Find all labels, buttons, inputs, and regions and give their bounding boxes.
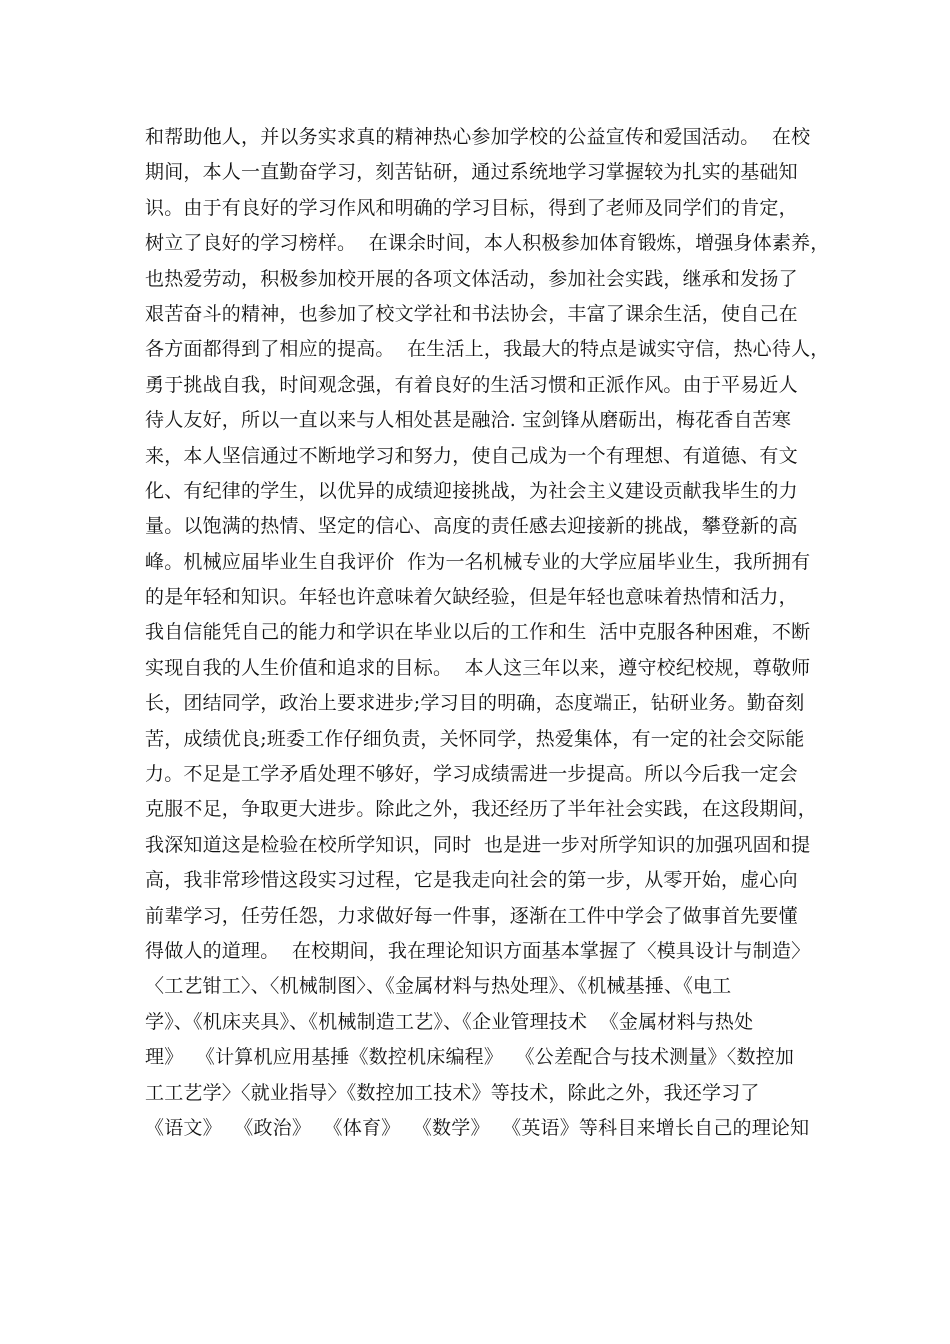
text-line: 理》 《计算机应用基捶《数控机床编程》 《公差配合与技术测量》〈数控加 bbox=[145, 1046, 795, 1069]
text-line: 工工艺学〉〈就业指导〉《数控加工技术》等技术，除此之外，我还学习了 bbox=[145, 1081, 760, 1104]
text-line: 和帮助他人，并以务实求真的精神热心参加学校的公益宣传和爱国活动。 在校 bbox=[145, 126, 811, 148]
text-line: 勇于挑战自我，时间观念强，有着良好的生活习惯和正派作风。由于平易近人 bbox=[145, 373, 798, 396]
text-line: 《语文》 《政治》 《体育》 《数学》 《英语》等科目来增长自己的理论知 bbox=[145, 1116, 810, 1139]
text-line: 树立了良好的学习榜样。 在课余时间，本人积极参加体育锻炼，增强身体素养， bbox=[145, 232, 830, 255]
text-line: 我自信能凭自己的能力和学识在毕业以后的工作和生 活中克服各种困难，不断 bbox=[145, 621, 811, 644]
body-text bbox=[145, 120, 845, 1146]
text-line: 峰。机械应届毕业生自我评价 作为一名机械专业的大学应届毕业生，我所拥有 bbox=[145, 550, 811, 573]
text-line: 长，团结同学，政治上要求进步;学习目的明确，态度端正，钻研业务。勤奋刻 bbox=[145, 692, 805, 715]
text-line: 量。以饱满的热情、坚定的信心、高度的责任感去迎接新的挑战，攀登新的高 bbox=[145, 515, 798, 538]
text-line: 的是年轻和知识。年轻也许意味着欠缺经验，但是年轻也意味着热情和活力， bbox=[145, 586, 798, 609]
text-line: 学》、《机床夹具》、《机械制造工艺》、《企业管理技术 《金属材料与热处 bbox=[145, 1010, 754, 1033]
text-line: 〈工艺钳工〉、〈机械制图〉、《金属材料与热处理》、《机械基捶、《电工 bbox=[145, 975, 732, 998]
text-line: 化、有纪律的学生，以优异的成绩迎接挑战，为社会主义建设贡献我毕生的力 bbox=[145, 479, 798, 502]
text-line: 期间，本人一直勤奋学习，刻苦钻研，通过系统地学习掌握较为扎实的基础知 bbox=[145, 161, 798, 184]
text-line: 力。不足是工学矛盾处理不够好，学习成绩需进一步提高。所以今后我一定会 bbox=[145, 763, 798, 786]
text-line: 待人友好，所以一直以来与人相处甚是融洽. 宝剑锋从磨砺出，梅花香自苦寒 bbox=[145, 409, 792, 432]
text-line: 我深知道这是检验在校所学知识，同时 也是进一步对所学知识的加强巩固和提 bbox=[145, 833, 811, 856]
text-line: 识。由于有良好的学习作风和明确的学习目标，得到了老师及同学们的肯定， bbox=[145, 196, 798, 219]
text-line: 也热爱劳动，积极参加校开展的各项文体活动，参加社会实践，继承和发扬了 bbox=[145, 267, 798, 290]
text-line: 艰苦奋斗的精神，也参加了校文学社和书法协会，丰富了课余生活，使自己在 bbox=[145, 302, 798, 325]
text-line: 克服不足，争取更大进步。除此之外，我还经历了半年社会实践，在这段期间， bbox=[145, 798, 818, 821]
text-line: 来，本人坚信通过不断地学习和努力，使自己成为一个有理想、有道德、有文 bbox=[145, 444, 798, 467]
text-line: 高，我非常珍惜这段实习过程，它是我走向社会的第一步，从零开始，虚心向 bbox=[145, 869, 798, 892]
text-line: 前辈学习，任劳任怨，力求做好每一件事，逐渐在工件中学会了做事首先要懂 bbox=[145, 904, 798, 927]
text-line: 各方面都得到了相应的提高。 在生活上，我最大的特点是诚实守信，热心待人， bbox=[145, 338, 830, 361]
text-line: 得做人的道理。 在校期间，我在理论知识方面基本掌握了〈模具设计与制造〉 bbox=[145, 939, 811, 962]
text-line: 苦，成绩优良;班委工作仔细负责，关怀同学，热爱集体，有一定的社会交际能 bbox=[145, 727, 805, 750]
text-line: 实现自我的人生价值和追求的目标。 本人这三年以来，遵守校纪校规，尊敬师 bbox=[145, 656, 811, 679]
